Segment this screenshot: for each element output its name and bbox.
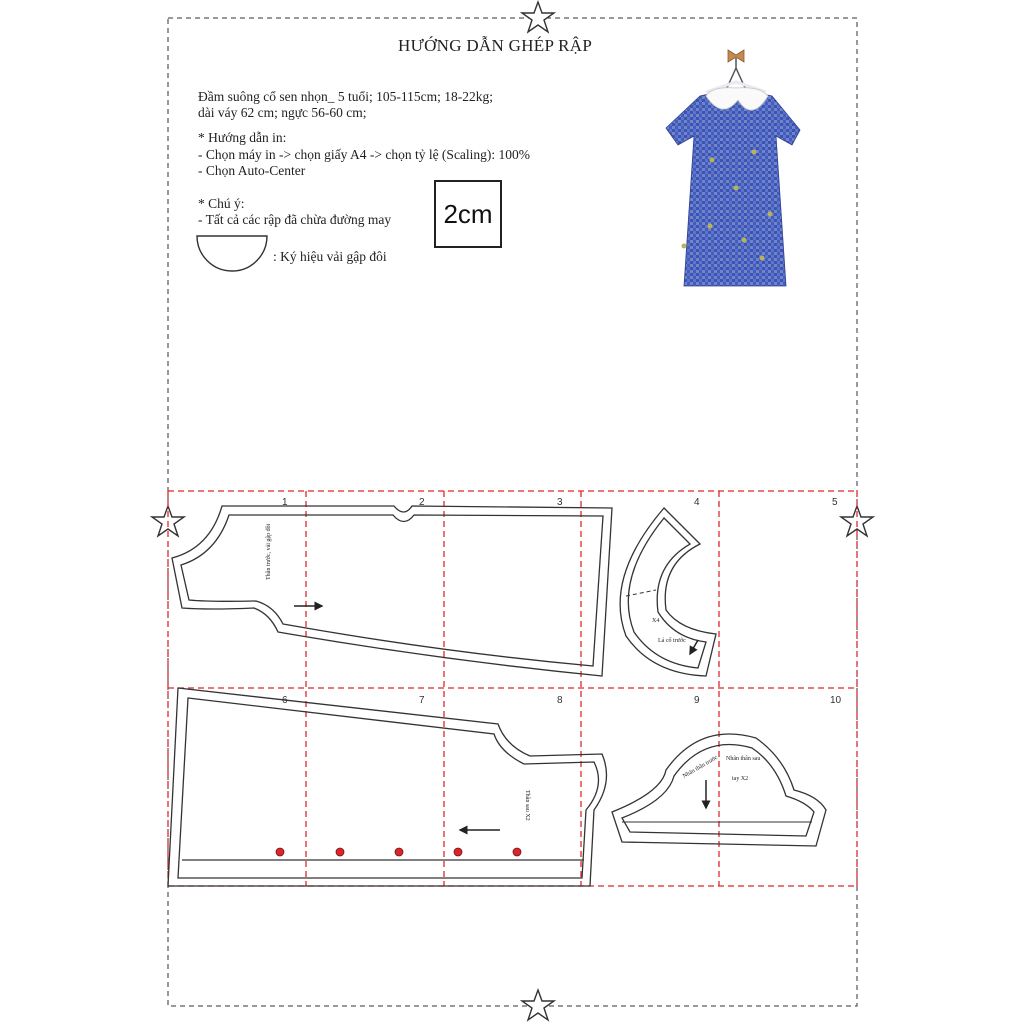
tile-number: 4 [694,497,700,508]
print-step-2: - Chọn Auto-Center [198,163,306,178]
front-bodice-piece [172,506,612,676]
sleeve-piece [612,734,826,846]
collar-count-label: X4 [652,618,660,624]
dress-size-line: Đầm suông cổ sen nhọn_ 5 tuổi; 105-115cm; 18-22kg; [198,89,493,104]
fold-symbol-icon [197,236,267,271]
star-icon [522,2,554,32]
star-icon [522,990,554,1020]
collar-fold-line [626,590,656,596]
tile-number: 2 [419,497,425,508]
scale-check-box: 2cm [434,180,502,248]
tile-number: 10 [830,695,842,706]
tile-number: 9 [694,695,700,706]
sleeve-note-2: Nhãn thân sau [726,756,761,762]
collar-piece [620,508,716,676]
dress-photo [666,50,800,286]
sleeve-note: Nhãn thân trước [682,754,719,780]
print-heading: * Hướng dẫn in: [198,130,287,145]
tile-number: 6 [282,695,288,706]
tile-number: 7 [419,695,425,706]
fold-symbol-label: : Ký hiệu vải gập đôi [273,249,387,264]
page-title: HƯỚNG DẪN GHÉP RẬP [398,36,593,55]
print-step-1: - Chọn máy in -> chọn giấy A4 -> chọn tỷ lệ (Scaling): 100% [198,147,531,162]
tile-number: 8 [557,695,563,706]
back-bodice-piece [168,688,607,886]
sleeve-piece-label: tay X2 [732,776,749,782]
arrow-down-icon [690,640,698,654]
button-markers [276,848,521,856]
tile-number: 1 [282,497,288,508]
hanger-bow-icon [706,50,766,92]
note-text: - Tất cả các rập đã chừa đường may [198,212,392,227]
tile-number: 3 [557,497,563,508]
collar-piece-label: Lá cổ trước [658,638,686,644]
back-piece-label: Thân sau X2 [524,790,530,821]
note-heading: * Chú ý: [198,196,245,211]
front-piece-label: Thân trước, vải gập đôi [266,523,272,580]
dress-measure-line: dài váy 62 cm; ngực 56-60 cm; [198,105,367,120]
tile-number: 5 [832,497,838,508]
